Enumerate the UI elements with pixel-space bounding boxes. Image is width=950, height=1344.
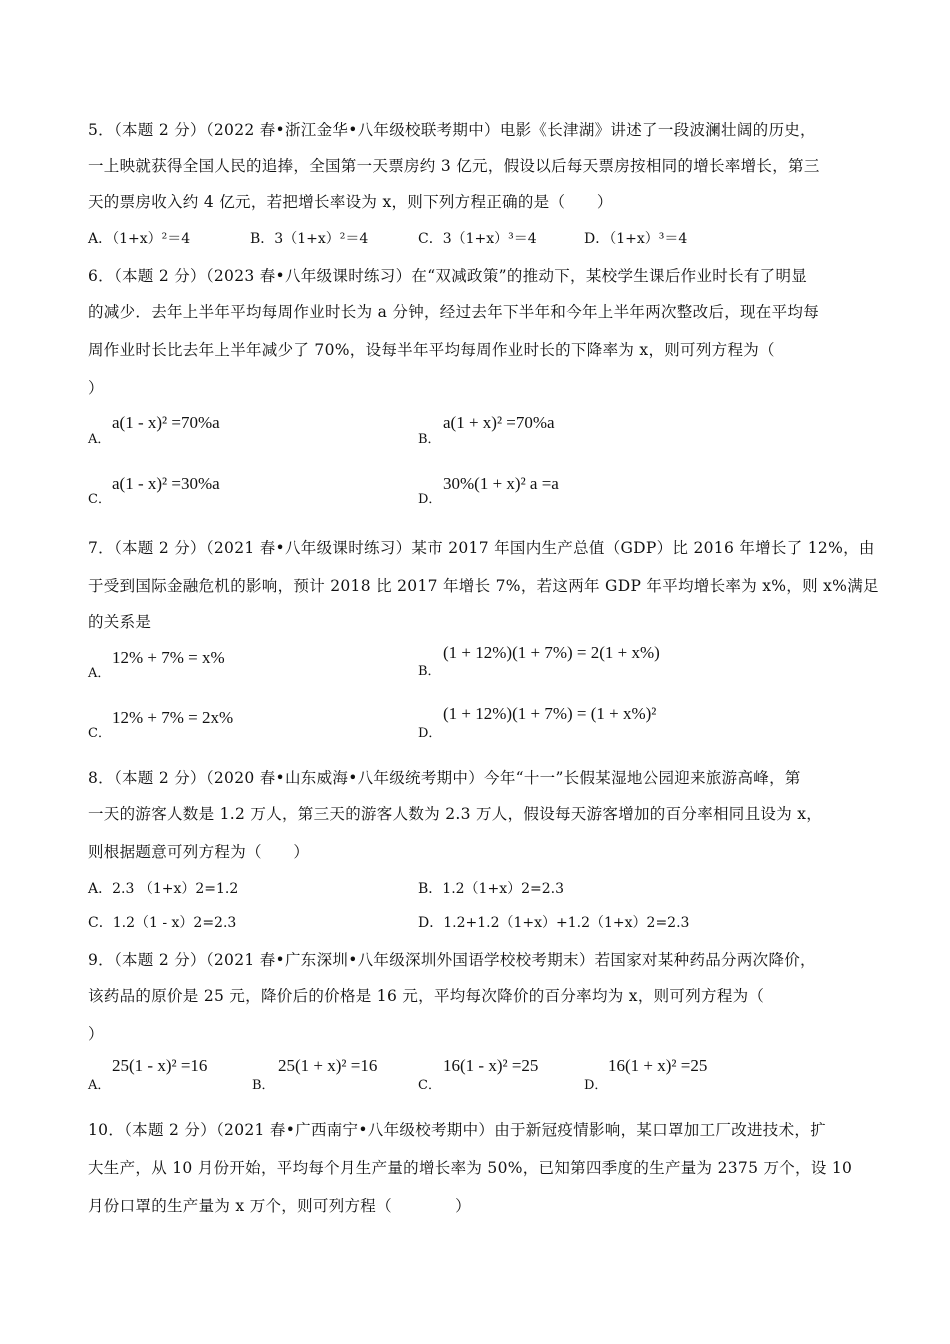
q6-line-3: 周作业时长比去年上半年减少了 70%，设每半年平均每周作业时长的下降率为 x，则可列方程为（	[88, 341, 775, 359]
q9-option-c: 16(1 - x)² =25	[443, 1056, 539, 1075]
q10-line-2: 大生产，从 10 月份开始，平均每个月生产量的增长率为 50%，已知第四季度的生产量为 2375 万个，设 10	[88, 1159, 853, 1177]
q9-line-1: 9．（本题 2 分）（2021 春•广东深圳•八年级深圳外国语学校校考期末）若国家对某种药品分两次降价，	[88, 951, 816, 969]
q7-line-2: 于受到国际金融危机的影响，预计 2018 比 2017 年增长 7%，若这两年 GDP 年平均增长率为 x%，则 x%满足	[88, 577, 879, 595]
q7-option-d: (1 + 12%)(1 + 7%) = (1 + x%)²	[443, 704, 657, 723]
q6-line-4: ）	[88, 379, 104, 397]
q5-option-c: C．3（1+x）³＝4	[418, 231, 537, 247]
q9-line-2: 该药品的原价是 25 元，降价后的价格是 16 元，平均每次降价的百分率均为 x，则可列方程为（	[88, 987, 765, 1005]
q7-label-c: C．	[88, 726, 111, 741]
q6-option-b: a(1 + x)² =70%a	[443, 413, 555, 432]
q8-line-1: 8．（本题 2 分）（2020 春•山东威海•八年级统考期中）今年“十一”长假某湿地公园迎来旅游高峰，第	[88, 769, 801, 787]
q9-option-d: 16(1 + x)² =25	[608, 1056, 708, 1075]
q7-option-a: 12% + 7% = x%	[112, 648, 225, 667]
q6-option-d: 30%(1 + x)² a =a	[443, 474, 559, 493]
q9-line-3: ）	[88, 1025, 104, 1043]
q9-label-d: D．	[584, 1078, 608, 1093]
q6-label-b: B．	[418, 432, 441, 447]
q7-label-d: D．	[418, 726, 442, 741]
q7-option-c: 12% + 7% = 2x%	[112, 708, 234, 727]
q9-label-c: C．	[418, 1078, 441, 1093]
q9-label-b: B．	[252, 1078, 275, 1093]
q9-label-a: A．	[88, 1078, 111, 1093]
q6-label-d: D．	[418, 492, 442, 507]
q7-option-b: (1 + 12%)(1 + 7%) = 2(1 + x%)	[443, 643, 660, 662]
q5-line-3: 天的票房收入约 4 亿元，若把增长率设为 x，则下列方程正确的是（ ）	[88, 193, 613, 211]
q7-label-b: B．	[418, 664, 441, 679]
q7-line-3: 的关系是	[88, 613, 152, 631]
q6-label-a: A．	[88, 432, 111, 447]
q6-option-a: a(1 - x)² =70%a	[112, 413, 220, 432]
q8-option-d: D．1.2+1.2（1+x）+1.2（1+x）2=2.3	[418, 915, 690, 931]
q5-option-d: D．（1+x）³＝4	[584, 231, 688, 247]
q7-line-1: 7．（本题 2 分）（2021 春•八年级课时练习）某市 2017 年国内生产总值（GDP）比 2016 年增长了 12%，由	[88, 539, 875, 557]
q5-option-a: A．（1+x）²＝4	[88, 231, 191, 247]
q10-line-1: 10．（本题 2 分）（2021 春•广西南宁•八年级校考期中）由于新冠疫情影响，某口罩加工厂改进技术，扩	[88, 1121, 826, 1139]
q9-option-a: 25(1 - x)² =16	[112, 1056, 208, 1075]
q8-line-2: 一天的游客人数是 1.2 万人，第三天的游客人数为 2.3 万人，假设每天游客增加的百分率相同且设为 x，	[88, 805, 823, 823]
q6-option-c: a(1 - x)² =30%a	[112, 474, 220, 493]
q6-line-1: 6．（本题 2 分）（2023 春•八年级课时练习）在“双减政策”的推动下，某校学生课后作业时长有了明显	[88, 267, 808, 285]
q5-line-1: 5．（本题 2 分）（2022 春•浙江金华•八年级校联考期中）电影《长津湖》讲述了一段波澜壮阔的历史，	[88, 121, 816, 139]
q6-label-c: C．	[88, 492, 111, 507]
q5-line-2: 一上映就获得全国人民的追捧，全国第一天票房约 3 亿元，假设以后每天票房按相同的增长率增长，第三	[88, 157, 820, 175]
q8-option-b: B．1.2（1+x）2=2.3	[418, 881, 564, 897]
q10-line-3: 月份口罩的生产量为 x 万个，则可列方程（ ）	[88, 1197, 471, 1215]
q8-option-a: A．2.3 （1+x）2=1.2	[88, 881, 239, 897]
q6-line-2: 的减少．去年上半年平均每周作业时长为 a 分钟，经过去年下半年和今年上半年两次整改后，现在平均每	[88, 303, 819, 321]
q8-option-c: C．1.2（1 - x）2=2.3	[88, 915, 237, 931]
q5-option-b: B．3（1+x）²＝4	[250, 231, 369, 247]
q8-line-3: 则根据题意可列方程为（ ）	[88, 843, 310, 861]
q9-option-b: 25(1 + x)² =16	[278, 1056, 378, 1075]
q7-label-a: A．	[88, 666, 111, 681]
